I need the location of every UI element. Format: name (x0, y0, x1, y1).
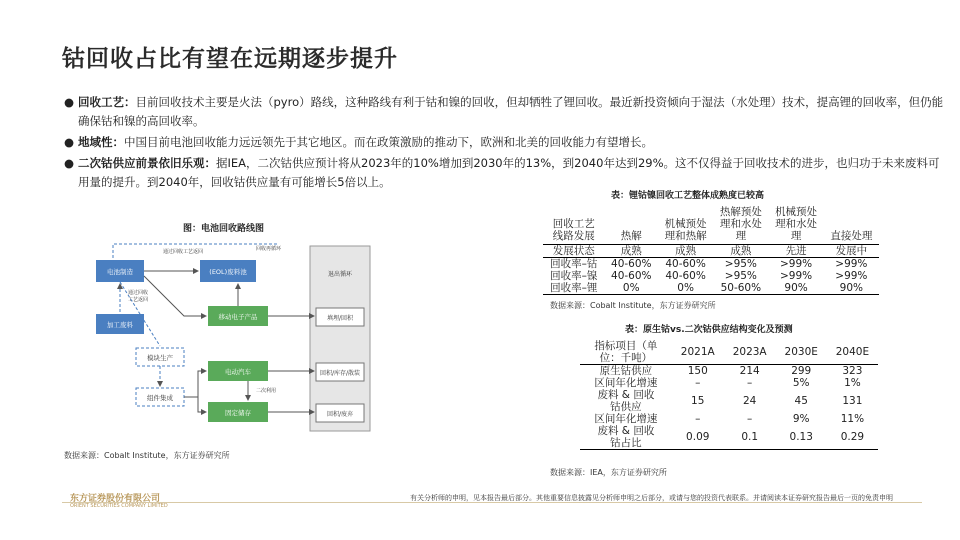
cell: – (695, 413, 701, 425)
cell: 回收率–镍 (550, 270, 598, 282)
cell: 回收率–锂 (543, 282, 605, 295)
t2-header: 2021A (672, 340, 724, 365)
table2-source: 数据来源：IEA，东方证券研究所 (550, 468, 667, 477)
cell: 9% (792, 413, 810, 425)
cell: >99% (835, 270, 868, 282)
table-row (580, 365, 878, 378)
second-use-label: 二次利用 (256, 388, 277, 394)
via-process-label: 通过回收工艺返回 (163, 249, 204, 255)
cell: 40-60% (665, 270, 706, 282)
node-storage-label: 固定储存 (225, 409, 251, 417)
cell: 区间年化增速 (594, 413, 658, 425)
cell: 0.09 (672, 425, 724, 450)
cell: 131 (842, 395, 863, 407)
cell: >99% (780, 270, 813, 282)
t1-header: 直接处理 (830, 230, 873, 242)
node-eol-waste-label: (EOL)废料池 (209, 268, 247, 276)
table-row (543, 282, 879, 295)
table-row (580, 377, 878, 389)
node-ev-label: 电动汽车 (225, 368, 251, 376)
cell: 成熟 (605, 245, 658, 258)
cell: 5% (792, 377, 810, 389)
bullet-label: 二次钴供应前景依旧乐观： (78, 156, 216, 170)
t1-header: 机械预处 理和热解 (664, 218, 707, 242)
table1-source: 数据来源：Cobalt Institute，东方证券研究所 (550, 301, 716, 310)
t2-header: 2023A (724, 340, 776, 365)
bullet-dot: ● (64, 156, 75, 170)
cell: 废料 & 回收 钴供应 (597, 389, 655, 413)
node-export-label: 回积/废弃 (326, 411, 354, 418)
bullet-text: 中国目前电池回收能力远远领先于其它地区。而在政策激励的推动下，欧洲和北美的回收能力有望增长。 (124, 135, 653, 149)
node-hoard-label: 回积/库存/散装 (319, 370, 361, 377)
cell: 先进 (768, 245, 823, 258)
cell: 299 (791, 365, 812, 377)
table-row (580, 413, 878, 425)
table-row (580, 389, 878, 413)
cell: >99% (835, 258, 868, 270)
t1-header: 热解预处 理和水处 理 (719, 206, 762, 242)
cell: 150 (687, 365, 708, 377)
cell: 废料 & 回收 钴占比 (580, 425, 672, 450)
cobalt-supply-table (580, 340, 878, 450)
t2-header: 2040E (827, 340, 878, 365)
footer-disclaimer: 有关分析师的申明，见本报告最后部分。其他重要信息披露见分析师申明之后部分，或请与您的投资代表联系。并请阅读本证券研究报告最后一页的免责申明 (410, 494, 893, 502)
cell: 0.13 (776, 425, 827, 450)
cell: 40-60% (665, 258, 706, 270)
node-pack-label: 组件集成 (147, 394, 173, 402)
cell: 0% (605, 282, 658, 295)
bullet-text: 据IEA，二次钴供应预计将从2023年的10%增加到2030年的13%，到2040年达到29%。这不仅得益于回收技术的进步，也归功于未来废料可用量的提升。到2040年，回收钴供应量有可能增长5倍以上。 (78, 156, 940, 189)
cell: 区间年化增速 (594, 377, 658, 389)
table2-caption: 表：原生钴vs.二次钴供应结构变化及预测 (625, 325, 793, 335)
cell: >95% (724, 270, 757, 282)
bullet-secondary-cobalt (64, 154, 944, 192)
cell: 323 (842, 365, 863, 377)
bullet-list (64, 93, 944, 194)
bullet-dot: ● (64, 95, 75, 109)
via-back-label: 通过回收 (128, 290, 149, 296)
node-mobile-label: 移动电子产品 (218, 313, 258, 321)
t2-header: 2030E (776, 340, 827, 365)
node-module-label: 模块生产 (147, 354, 173, 362)
recycle-loop-label: 回收再循环 (256, 246, 282, 252)
page-title: 钴回收占比有望在远期逐步提升 (62, 46, 398, 72)
t2-header: 指标项目（单 位：千吨） (580, 340, 672, 365)
company-logo-en: ORIENT SECURITIES COMPANY LIMITED (70, 503, 168, 509)
cell: >95% (724, 258, 757, 270)
node-landfill-label: 填埋/回积 (326, 315, 354, 322)
t1-header: 机械预处 理和水处 理 (775, 206, 818, 242)
bullet-text: 目前回收技术主要是火法（pyro）路线，这种路线有利于钴和镍的回收，但却牺牲了锂回收。最近新投资倾向于湿法（水处理）技术，提高锂的回收率，但仍能确保钴和镍的高回收率。 (78, 95, 944, 128)
cell: 214 (739, 365, 760, 377)
cell: 24 (742, 395, 757, 407)
battery-recycling-diagram (88, 236, 378, 441)
table-row (580, 425, 878, 450)
bullet-regional (64, 133, 944, 152)
via-back-label-2: 工艺返回 (128, 297, 149, 303)
table1-caption: 表：锂钴镍回收工艺整体成熟度已较高 (611, 191, 765, 201)
cell: >99% (780, 258, 813, 270)
cell: 发展状态 (543, 245, 605, 258)
table-row (543, 258, 879, 271)
table-row (543, 270, 879, 282)
cell: 45 (794, 395, 808, 407)
cell: 回收率–钴 (550, 258, 598, 270)
cell: 成熟 (658, 245, 713, 258)
t1-header: 回收工艺 线路发展 (552, 218, 595, 242)
recycling-process-table (543, 206, 879, 295)
node-battery-mfg-label: 电池制造 (107, 268, 133, 276)
bullet-label: 地域性： (78, 135, 124, 149)
exit-loop-label: 退出循环 (327, 271, 353, 278)
table-row (543, 245, 879, 258)
bullet-label: 回收工艺： (78, 95, 136, 109)
bullet-dot: ● (64, 135, 75, 149)
cell: 0% (658, 282, 713, 295)
figure-source: 数据来源：Cobalt Institute，东方证券研究所 (64, 451, 230, 460)
cell: 90% (768, 282, 823, 295)
figure-title: 图：电池回收路线图 (183, 224, 265, 234)
cell: 0.1 (724, 425, 776, 450)
cell: – (695, 377, 701, 389)
t1-header: 热解 (620, 230, 642, 242)
cell: 1% (844, 377, 861, 389)
cell: 50-60% (713, 282, 768, 295)
cell: 40-60% (611, 258, 652, 270)
cell: – (747, 413, 753, 425)
cell: 11% (840, 413, 865, 425)
cell: 40-60% (611, 270, 652, 282)
cell: 0.29 (827, 425, 878, 450)
cell: 15 (691, 395, 705, 407)
node-processing-waste-label: 加工废料 (107, 321, 133, 329)
company-logo-text: 东方证券股份有限公司 (70, 494, 161, 504)
cell: 原生钴供应 (599, 365, 653, 377)
cell: 成熟 (713, 245, 768, 258)
cell: 发展中 (824, 245, 879, 258)
cell: 90% (824, 282, 879, 295)
cell: – (747, 377, 753, 389)
bullet-recycling-process (64, 93, 944, 131)
